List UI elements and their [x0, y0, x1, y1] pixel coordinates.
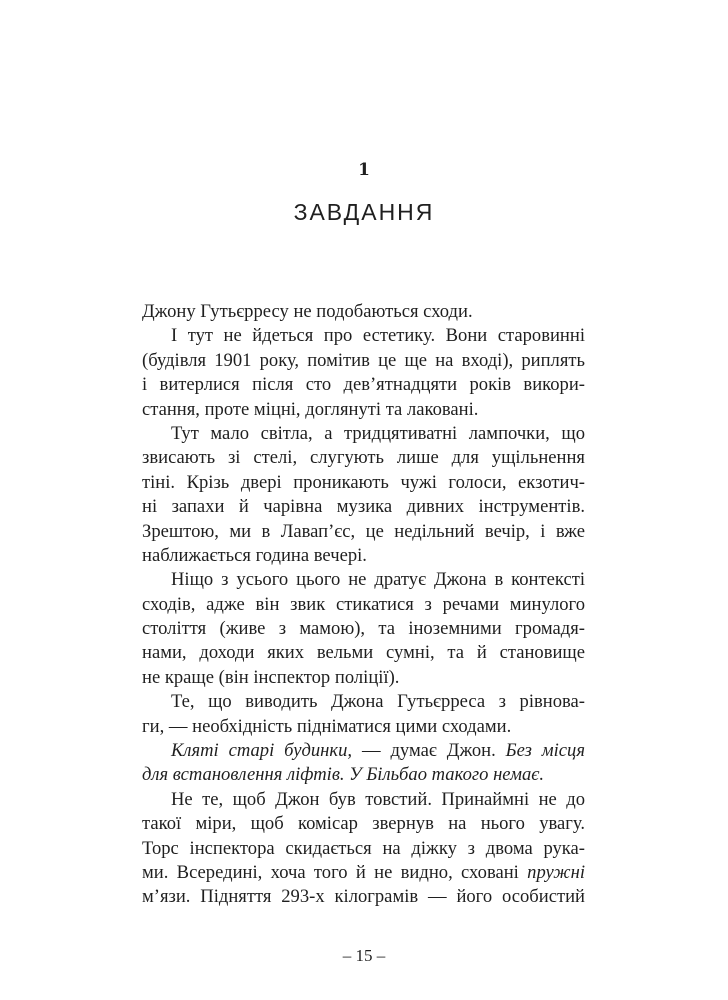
body-text: [142, 300, 585, 910]
text-span: ні запахи й чарівна музика дивних інструментів.: [142, 496, 585, 518]
italic-text: пружні: [527, 861, 585, 883]
text-line: [142, 324, 585, 348]
text-line: [142, 861, 585, 885]
text-line: [142, 568, 585, 592]
text-span: Не те, щоб Джон був товстий. Принаймні не до: [171, 788, 585, 810]
text-line: [142, 837, 585, 861]
text-line: [142, 666, 585, 690]
text-span: Торс інспектора скидається на діжку з двома рука-: [142, 837, 585, 859]
text-line: [142, 690, 585, 714]
chapter-number: 1: [358, 160, 370, 180]
text-line: [142, 715, 585, 739]
text-line: [142, 641, 585, 665]
text-line: [142, 763, 585, 787]
italic-text: Кляті старі будинки,: [171, 740, 353, 762]
text-span: Те, що виводить Джона Гутьєрреса з рівнова-: [171, 691, 585, 713]
text-span: і витерлися після сто дев’ятнадцяти років викори-: [142, 374, 585, 396]
text-span: не краще (він інспектор поліції).: [142, 666, 400, 688]
text-span: — думає Джон.: [352, 740, 506, 762]
page-number: – 15 –: [342, 946, 386, 965]
text-span: ги, — необхідність підніматися цими сходами.: [142, 715, 512, 737]
text-line: [142, 885, 585, 909]
text-line: [142, 544, 585, 568]
text-span: Ніщо з усього цього не дратує Джона в контексті: [171, 569, 585, 591]
text-line: [142, 373, 585, 397]
text-line: [142, 471, 585, 495]
text-line: [142, 520, 585, 544]
text-span: м’язи. Підняття 293-х кілограмів — його особистий: [142, 886, 585, 908]
text-line: [142, 739, 585, 763]
text-span: Зрештою, ми в Лавап’єс, це недільний вечір, і вже: [142, 520, 585, 542]
text-span: сходів, адже він звик стикатися з речами минулого: [142, 593, 585, 615]
text-line: [142, 398, 585, 422]
text-line: [142, 812, 585, 836]
text-line: [142, 593, 585, 617]
text-span: стання, проте міцні, доглянуті та лаковані.: [142, 398, 479, 420]
text-span: такої міри, щоб комісар звернув на нього увагу.: [142, 813, 585, 835]
text-line: [142, 446, 585, 470]
text-line: [142, 349, 585, 373]
text-span: нами, доходи яких вельми сумні, та й становище: [142, 642, 585, 664]
text-span: І тут не йдеться про естетику. Вони старовинні: [171, 325, 585, 347]
text-span: (будівля 1901 року, помітив це ще на вході), риплять: [142, 349, 585, 371]
text-line: [142, 617, 585, 641]
text-line: [142, 300, 585, 324]
italic-text: Без місця: [505, 740, 586, 762]
text-line: [142, 422, 585, 446]
text-span: ми. Всередині, хоча того й не видно, сховані: [142, 861, 528, 883]
text-line: [142, 495, 585, 519]
text-span: наближається година вечері.: [142, 544, 367, 566]
text-span: Джону Гутьєрресу не подобаються сходи.: [142, 301, 473, 322]
text-span: Тут мало світла, а тридцятиватні лампочки, що: [171, 422, 585, 444]
text-span: звисають зі стелі, слугують лише для ущільнення: [142, 447, 585, 469]
italic-text: для встановлення ліфтів. У Більбао такого немає.: [142, 764, 545, 786]
text-span: століття (живе з мамою), та іноземними громадя-: [142, 618, 585, 640]
text-span: тіні. Крізь двері проникають чужі голоси, екзотич-: [142, 471, 585, 493]
text-line: [142, 788, 585, 812]
chapter-title: ЗАВДАННЯ: [293, 199, 435, 225]
